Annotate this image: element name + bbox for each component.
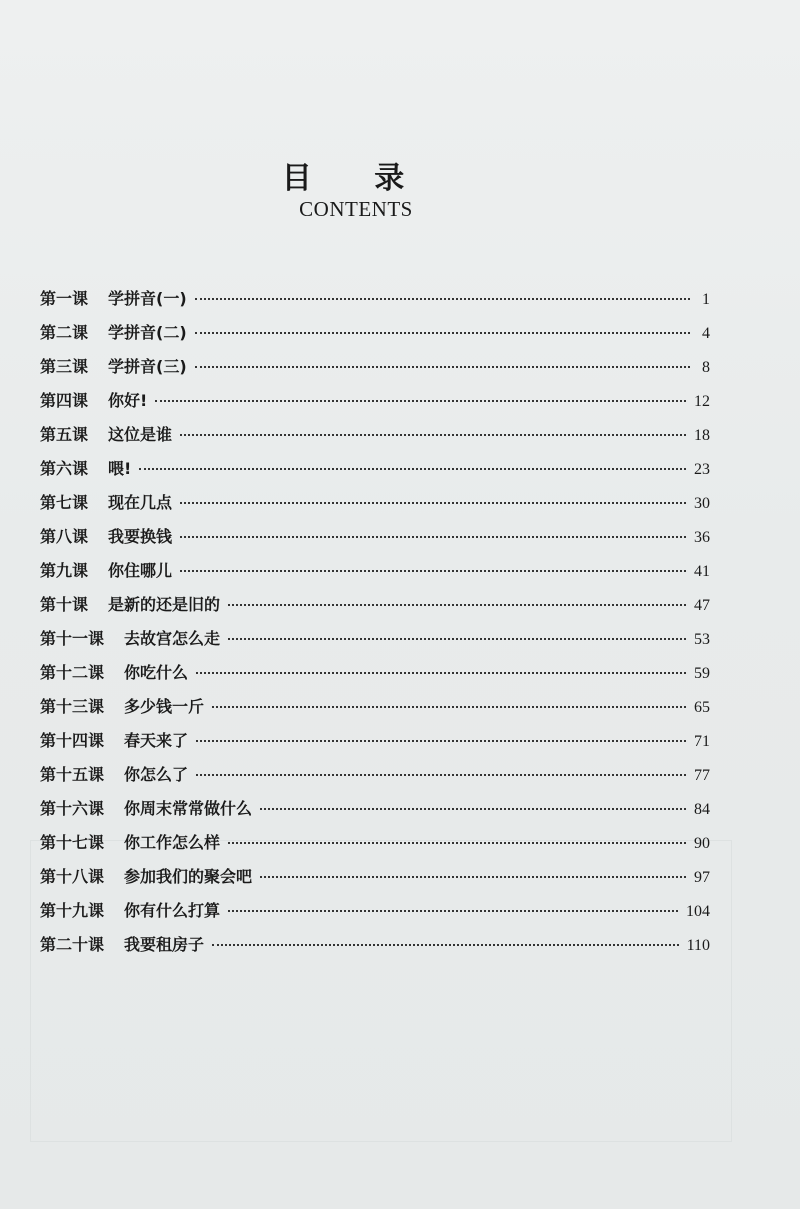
lesson-number: 第四课	[40, 391, 89, 410]
page-number: 41	[694, 563, 710, 580]
lesson-number: 第十九课	[40, 901, 105, 920]
dot-leader	[212, 944, 679, 946]
toc-entry[interactable]	[40, 388, 710, 422]
toc-entry[interactable]	[40, 286, 710, 320]
lesson-title: 你吃什么	[124, 663, 189, 682]
dot-leader	[260, 808, 686, 810]
contents-heading-chinese: 目 录	[281, 161, 431, 196]
lesson-number: 第五课	[40, 425, 89, 444]
toc-entry[interactable]	[40, 898, 710, 932]
dot-leader	[155, 400, 686, 402]
toc-entry[interactable]	[40, 864, 710, 898]
page-number: 90	[694, 835, 710, 852]
dot-leader	[196, 740, 686, 742]
page-number: 4	[702, 325, 710, 342]
lesson-title: 是新的还是旧的	[108, 595, 221, 614]
lesson-number: 第二课	[40, 323, 89, 342]
dot-leader	[228, 604, 686, 606]
lesson-title: 喂!	[108, 459, 132, 478]
dot-leader	[139, 468, 686, 470]
page-number: 97	[694, 869, 710, 886]
toc-entry[interactable]	[40, 592, 710, 626]
lesson-title: 学拼音(二)	[108, 323, 187, 342]
toc-entry[interactable]	[40, 626, 710, 660]
page-number: 18	[694, 427, 710, 444]
page-number: 71	[694, 733, 710, 750]
lesson-title: 去故宫怎么走	[124, 629, 221, 648]
lesson-number: 第十四课	[40, 731, 105, 750]
lesson-number: 第一课	[40, 289, 89, 308]
lesson-number: 第十三课	[40, 697, 105, 716]
dot-leader	[180, 434, 686, 436]
toc-entry[interactable]	[40, 796, 710, 830]
lesson-number: 第十七课	[40, 833, 105, 852]
dot-leader	[195, 366, 690, 368]
page-number: 104	[686, 903, 710, 920]
dot-leader	[180, 502, 686, 504]
lesson-title: 你住哪儿	[108, 561, 173, 580]
dot-leader	[260, 876, 686, 878]
toc-entry[interactable]	[40, 490, 710, 524]
page-number: 59	[694, 665, 710, 682]
lesson-number: 第十八课	[40, 867, 105, 886]
contents-heading-english: CONTENTS	[299, 197, 413, 221]
lesson-title: 我要换钱	[108, 527, 173, 546]
page-number: 84	[694, 801, 710, 818]
dot-leader	[228, 842, 686, 844]
toc-entry[interactable]	[40, 694, 710, 728]
dot-leader	[196, 774, 686, 776]
dot-leader	[195, 332, 690, 334]
toc-entry[interactable]	[40, 558, 710, 592]
page-number: 65	[694, 699, 710, 716]
lesson-number: 第七课	[40, 493, 89, 512]
dot-leader	[228, 638, 686, 640]
lesson-title: 你好!	[108, 391, 148, 410]
dot-leader	[195, 298, 690, 300]
toc-entry[interactable]	[40, 320, 710, 354]
toc-entry[interactable]	[40, 456, 710, 490]
page-number: 1	[702, 291, 710, 308]
lesson-title: 你周末常常做什么	[124, 799, 253, 818]
lesson-title: 这位是谁	[108, 425, 173, 444]
lesson-number: 第九课	[40, 561, 89, 580]
lesson-title: 你怎么了	[124, 765, 189, 784]
lesson-title: 参加我们的聚会吧	[124, 867, 253, 886]
lesson-number: 第八课	[40, 527, 89, 546]
page-number: 30	[694, 495, 710, 512]
lesson-title: 学拼音(一)	[108, 289, 187, 308]
toc-entry[interactable]	[40, 524, 710, 558]
lesson-title: 我要租房子	[124, 935, 205, 954]
page-number: 47	[694, 597, 710, 614]
lesson-title: 多少钱一斤	[124, 697, 205, 716]
page-number: 8	[702, 359, 710, 376]
lesson-title: 学拼音(三)	[108, 357, 187, 376]
toc-entry[interactable]	[40, 932, 710, 966]
toc-entry[interactable]	[40, 830, 710, 864]
lesson-title: 你工作怎么样	[124, 833, 221, 852]
toc-entry[interactable]	[40, 762, 710, 796]
lesson-title: 现在几点	[108, 493, 173, 512]
dot-leader	[212, 706, 686, 708]
lesson-number: 第十二课	[40, 663, 105, 682]
page-number: 12	[694, 393, 710, 410]
page-number: 110	[686, 937, 710, 954]
toc-entry[interactable]	[40, 354, 710, 388]
dot-leader	[180, 570, 686, 572]
lesson-title: 你有什么打算	[124, 901, 221, 920]
dot-leader	[196, 672, 686, 674]
page-number: 36	[694, 529, 710, 546]
lesson-number: 第六课	[40, 459, 89, 478]
toc-entry[interactable]	[40, 728, 710, 762]
lesson-number: 第十六课	[40, 799, 105, 818]
dot-leader	[180, 536, 686, 538]
page-number: 77	[694, 767, 710, 784]
page-number: 23	[694, 461, 710, 478]
lesson-number: 第二十课	[40, 935, 105, 954]
page-number: 53	[694, 631, 710, 648]
lesson-number: 第十一课	[40, 629, 105, 648]
lesson-title: 春天来了	[124, 731, 189, 750]
lesson-number: 第十课	[40, 595, 89, 614]
toc-entry[interactable]	[40, 422, 710, 456]
table-of-contents	[40, 286, 710, 966]
toc-entry[interactable]	[40, 660, 710, 694]
dot-leader	[228, 910, 678, 912]
lesson-number: 第三课	[40, 357, 89, 376]
lesson-number: 第十五课	[40, 765, 105, 784]
